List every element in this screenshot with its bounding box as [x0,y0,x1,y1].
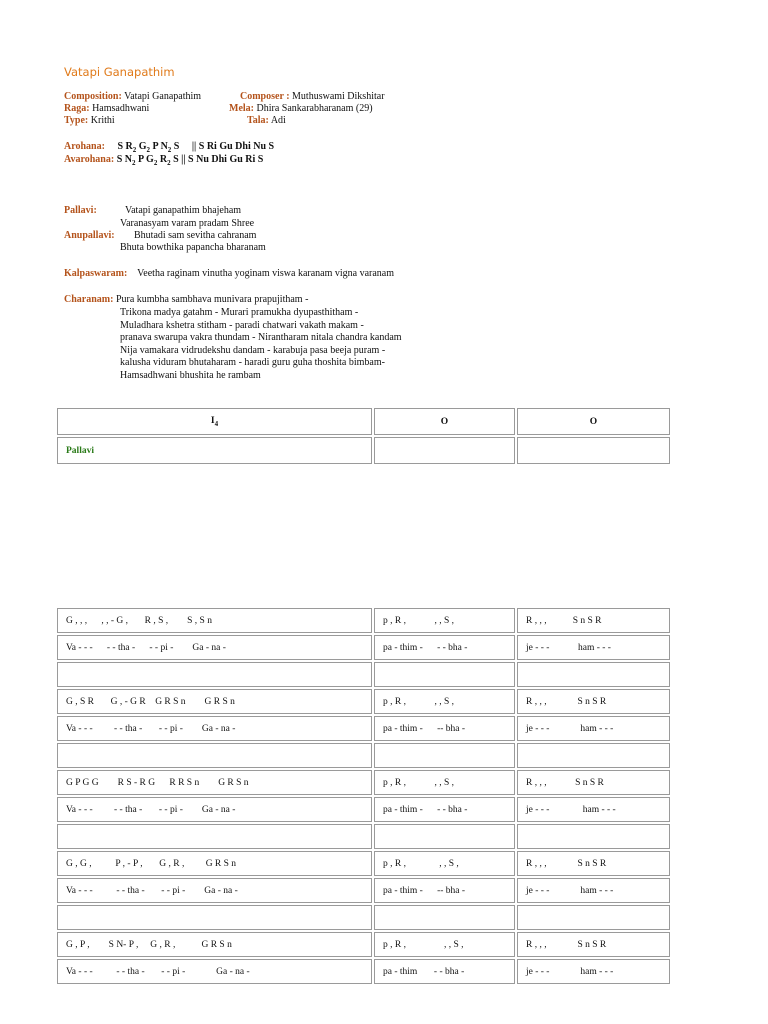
pallavi-line-2: Varanasyam varam pradam Shree [120,218,255,229]
anupallavi-line-1: Bhutadi sam sevitha cahranam [134,230,257,241]
swara-cell: R , , , S n S R [517,851,670,876]
lyric-cell: je - - - ham - - - [517,635,670,660]
spacer-row [57,824,670,849]
lyric-cell: Va - - - - - tha - - - pi - Ga - na - [57,959,372,984]
swara-row [57,851,670,876]
charanam-line-7: Hamsadhwani bhushita he rambam [120,370,261,381]
lyric-cell: pa - thim - - - bha - [374,635,515,660]
lyric-row [57,959,670,984]
raga-value: Hamsadhwani [92,103,150,114]
swara-cell: R , , , S n S R [517,608,670,633]
lyric-cell: pa - thim - -- bha - [374,878,515,903]
avarohana-label: Avarohana: [64,154,115,165]
header-cell-3: O [517,408,670,435]
swara-cell: G , , , , , - G , R , S , S , S n [57,608,372,633]
kalpaswaram-line [64,268,394,279]
kalpaswaram-label: Kalpaswaram: [64,268,128,279]
spacer-row [57,743,670,768]
swara-cell: G , S R G , - G R G R S n G R S n [57,689,372,714]
tala-label: Tala: [247,115,269,126]
avarohana-notes: S $N_2$ P $G_2$ $R_2$ S [116,154,179,167]
swara-cell: G , G , P , - P , G , R , G R S n [57,851,372,876]
swara-cell: p , R , , , S , [374,770,515,795]
swara-row [57,770,670,795]
type-label: Type: [64,115,89,126]
swara-cell: R , , , S n S R [517,770,670,795]
type-value: Krithi [90,115,115,126]
header-table [55,406,672,466]
header-cell-1: $I_4$ [57,408,372,435]
avarohana-alt: || S Nu Dhi Gu Ri S [181,154,264,165]
composer-label: Composer : [240,91,290,102]
charanam-line-1 [64,294,308,305]
pallavi-section-label: Pallavi [57,437,372,464]
lyric-cell: je - - - ham - - - [517,797,670,822]
mela-value: Dhira Sankarabharanam (29) [256,103,373,114]
charanam-line-5: Nija vamakara vidrudekshu dandam - karabuja pasa beeja puram - [120,345,386,356]
arohana-line [64,141,274,154]
lyric-row [57,716,670,741]
swara-cell: p , R , , , S , [374,851,515,876]
composition-value: Vatapi Ganapathim [124,91,202,102]
arohana-notes: S $R_2$ $G_2$ P $N_2$ S [117,141,180,154]
raga-label: Raga: [64,103,90,114]
kalpaswaram-text: Veetha raginam vinutha yoginam viswa karanam vigna varanam [137,268,395,279]
charanam-label: Charanam: [64,294,114,305]
composition-label: Composition: [64,91,122,102]
swara-row [57,608,670,633]
swara-cell: G P G G R S - R G R R S n G R S n [57,770,372,795]
lyric-row [57,635,670,660]
swara-row [57,689,670,714]
lyric-cell: Va - - - - - tha - - - pi - Ga - na - [57,878,372,903]
header-empty-cell [374,437,515,464]
pallavi-label: Pallavi: [64,205,97,216]
lyric-cell: pa - thim - - bha - [374,959,515,984]
mela-label: Mela: [229,103,254,114]
header-empty-cell [517,437,670,464]
header-cell-2: O [374,408,515,435]
lyric-cell: Va - - - - - tha - - - pi - Ga - na - [57,716,372,741]
tala-value: Adi [270,115,286,126]
notation-table [55,606,672,986]
lyric-cell: Va - - - - - tha - - - pi - Ga - na - [57,635,372,660]
charanam-text-1: Pura kumbha sambhava munivara prapujitham - [115,294,309,305]
lyric-row [57,797,670,822]
swara-cell: R , , , S n S R [517,932,670,957]
swara-cell: R , , , S n S R [517,689,670,714]
swara-cell: p , R , , , S , [374,932,515,957]
lyric-cell: Va - - - - - tha - - - pi - Ga - na - [57,797,372,822]
charanam-line-2: Trikona madya gatahm - Murari pramukha dyupasthitham - [120,307,359,318]
swara-cell: p , R , , , S , [374,689,515,714]
lyric-cell: pa - thim - -- bha - [374,716,515,741]
charanam-line-4: pranava swarupa vakra thundam - Nirantharam nitala chandra kandam [120,332,402,343]
swara-cell: p , R , , , S , [374,608,515,633]
arohana-label: Arohana: [64,141,105,152]
page-title: Vatapi Ganapathim [64,65,175,79]
pallavi-line-1: Vatapi ganapathim bhajeham [125,205,242,216]
charanam-line-6: kalusha viduram bhutaharam - haradi guru guha thoshita bimbam- [120,357,385,368]
composer-value: Muthuswami Dikshitar [292,91,385,102]
tala-line [247,115,286,126]
lyric-row [57,878,670,903]
swara-cell: G , P , S N- P , G , R , G R S n [57,932,372,957]
raga-line [64,103,149,114]
lyric-cell: je - - - ham - - - [517,878,670,903]
anupallavi-line-2: Bhuta bowthika papancha bharanam [120,242,266,253]
spacer-row [57,905,670,930]
composer-line [240,91,385,102]
mela-line [229,103,373,114]
lyric-cell: pa - thim - - - bha - [374,797,515,822]
lyric-cell: je - - - ham - - - [517,716,670,741]
swara-row [57,932,670,957]
avarohana-line [64,154,263,167]
type-line [64,115,115,126]
lyric-cell: je - - - ham - - - [517,959,670,984]
spacer-row [57,662,670,687]
anupallavi-label: Anupallavi: [64,230,115,241]
composition-line [64,91,201,102]
charanam-line-3: Muladhara kshetra stitham - paradi chatwari vakath makam - [120,320,364,331]
arohana-alt: || S Ri Gu Dhi Nu S [191,141,275,152]
